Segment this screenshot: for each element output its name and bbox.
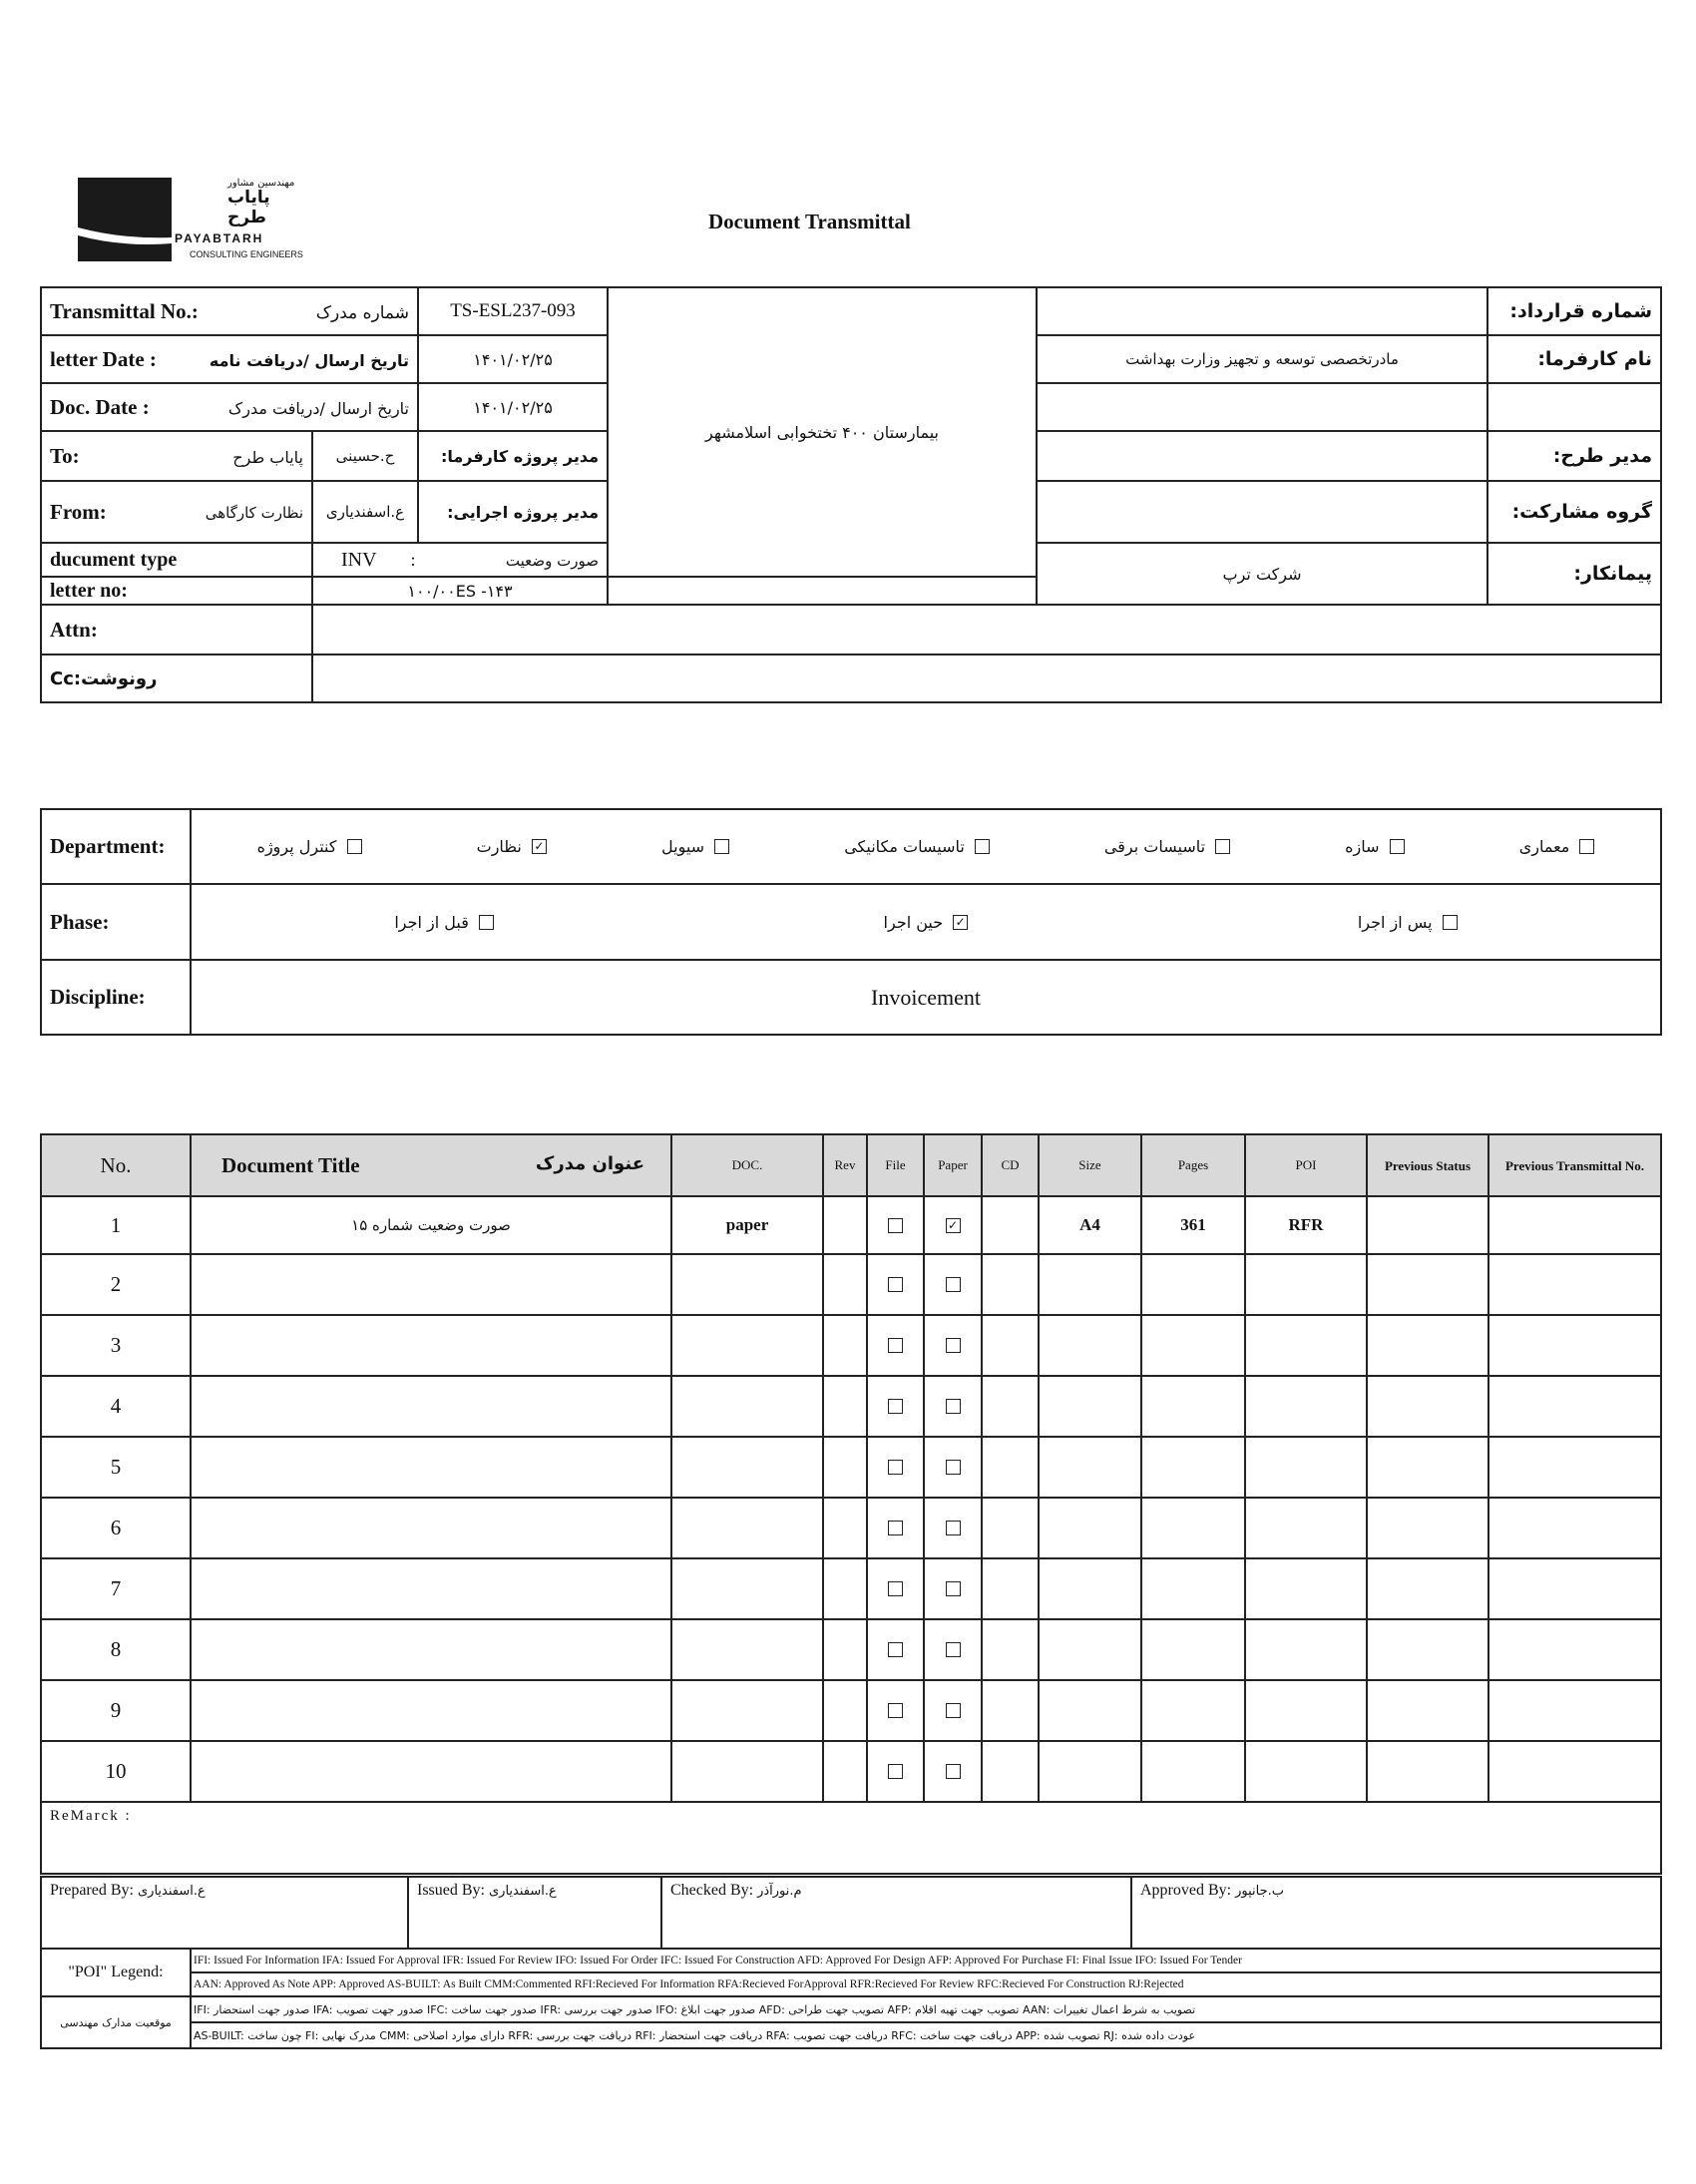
prepared-by: [41, 1877, 408, 1949]
row-prev-status: [1367, 1315, 1488, 1376]
row-file: [867, 1741, 924, 1802]
row-cd: [982, 1196, 1039, 1254]
row-size: A4: [1039, 1196, 1141, 1254]
department-checkbox[interactable]: [714, 839, 729, 854]
department-checkbox[interactable]: [347, 839, 362, 854]
row-rev: [823, 1376, 867, 1437]
classification-table: [40, 808, 1662, 1036]
row-cd: [982, 1741, 1039, 1802]
checked-by: [661, 1877, 1131, 1949]
discipline-value: Invoicement: [191, 960, 1661, 1035]
row-no: 8: [41, 1619, 191, 1680]
employer-value: مادرتخصصی توسعه و تجهیز وزارت بهداشت: [1037, 335, 1487, 383]
approved-by: [1131, 1877, 1661, 1949]
documents-table: [40, 1133, 1662, 1875]
department-option[interactable]: [661, 837, 729, 856]
letter-date-cell: [41, 335, 418, 383]
row-prev-status: [1367, 1437, 1488, 1498]
row-rev: [823, 1680, 867, 1741]
signatures-table: [40, 1876, 1662, 1950]
prepared-value: ع.اسفندیاری: [137, 1884, 206, 1899]
row-doc: [671, 1254, 823, 1315]
department-option[interactable]: [257, 837, 362, 856]
row-size: [1039, 1254, 1141, 1315]
doc-type-colon: :: [410, 549, 416, 570]
phase-checkbox[interactable]: [1443, 915, 1458, 930]
row-no: 7: [41, 1558, 191, 1619]
row-rev: [823, 1741, 867, 1802]
file-checkbox[interactable]: [888, 1399, 903, 1414]
file-checkbox[interactable]: [888, 1460, 903, 1475]
row-prev-status: [1367, 1741, 1488, 1802]
row-poi: [1245, 1619, 1367, 1680]
row-pages: [1141, 1498, 1245, 1558]
table-row: [41, 1376, 1661, 1437]
row-title: [191, 1558, 671, 1619]
row-size: [1039, 1619, 1141, 1680]
phase-options: [191, 884, 1661, 960]
approved-label: Approved By:: [1140, 1882, 1232, 1899]
legend-line-4: AS-BUILT: چون ساخت FI: مدرک نهایی CMM: دارای موارد اصلاحی RFR: دریافت جهت بررسی RFI: دریافت جهت استحضار RFA: دریافت جهت تصویب RFC: دریافت جهت ساخت APP: تصویب شده RJ: عودت داده شده: [191, 2022, 1661, 2048]
row-title: [191, 1254, 671, 1315]
row-no: 5: [41, 1437, 191, 1498]
row-paper: [924, 1376, 982, 1437]
approved-value: ب.جانپور: [1235, 1884, 1285, 1899]
department-option-label: تاسیسات مکانیکی: [844, 837, 965, 856]
row-no: 2: [41, 1254, 191, 1315]
col-title-en: Document Title: [221, 1152, 360, 1177]
col-paper: Paper: [924, 1134, 982, 1196]
doc-date-cell: [41, 383, 418, 431]
row-rev: [823, 1315, 867, 1376]
cc-label: Cc:رونوشت: [41, 655, 312, 702]
row-poi: [1245, 1558, 1367, 1619]
paper-checkbox[interactable]: [946, 1399, 961, 1414]
department-checkbox[interactable]: ✓: [532, 839, 547, 854]
phase-checkbox[interactable]: ✓: [953, 915, 968, 930]
logo-en-name: PAYABTARH: [175, 231, 264, 245]
department-checkbox[interactable]: [975, 839, 990, 854]
table-row: [41, 1196, 1661, 1254]
row-title: [191, 1619, 671, 1680]
from-cell: [41, 481, 312, 543]
empty-cell: [1037, 383, 1487, 431]
department-option[interactable]: [477, 837, 547, 856]
row-no: 1: [41, 1196, 191, 1254]
file-checkbox[interactable]: [888, 1764, 903, 1779]
row-prev-transmittal: [1488, 1680, 1661, 1741]
row-rev: [823, 1254, 867, 1315]
to-role: مدیر پروژه کارفرما:: [418, 431, 608, 481]
row-prev-transmittal: [1488, 1196, 1661, 1254]
department-option-label: سیویل: [661, 837, 705, 856]
checked-value: م.نورآذر: [757, 1884, 802, 1899]
doc-type-label: ducument type: [41, 543, 312, 577]
row-size: [1039, 1498, 1141, 1558]
prepared-label: Prepared By:: [50, 1882, 134, 1899]
phase-option-label: حین اجرا: [883, 912, 944, 932]
row-no: 4: [41, 1376, 191, 1437]
phase-option[interactable]: [884, 913, 969, 932]
row-prev-transmittal: [1488, 1619, 1661, 1680]
row-cd: [982, 1680, 1039, 1741]
row-poi: [1245, 1376, 1367, 1437]
row-poi: [1245, 1315, 1367, 1376]
row-title: صورت وضعیت شماره ۱۵: [191, 1196, 671, 1254]
header-table: [40, 286, 1662, 703]
contract-no-value: [1037, 287, 1487, 335]
col-title-fa: عنوان مدرک: [535, 1152, 644, 1174]
legend-line-1: IFI: Issued For Information IFA: Issued For Approval IFR: Issued For Review IFO: Issued For Order IFC: Issued For Construction AFD: Approved For Design AFP: Approved For Purchase FI: Final Issue IFO: Issued For Tender: [191, 1949, 1661, 1972]
empty-cell: [608, 577, 1037, 605]
row-prev-status: [1367, 1558, 1488, 1619]
department-label: Department:: [41, 809, 191, 884]
row-paper: [924, 1315, 982, 1376]
row-prev-status: [1367, 1196, 1488, 1254]
legend-table: [40, 1948, 1662, 2049]
col-no: No.: [41, 1134, 191, 1196]
paper-checkbox[interactable]: [946, 1521, 961, 1535]
contractor-label: پیمانکار:: [1487, 543, 1661, 605]
row-pages: [1141, 1376, 1245, 1437]
issued-value: ع.اسفندیاری: [489, 1884, 557, 1899]
logo-mark-icon: [78, 178, 172, 261]
row-no: 10: [41, 1741, 191, 1802]
plan-manager-label: مدیر طرح:: [1487, 431, 1661, 481]
file-checkbox[interactable]: [888, 1521, 903, 1535]
department-option-label: تاسیسات برقی: [1103, 837, 1206, 856]
row-doc: [671, 1315, 823, 1376]
row-cd: [982, 1558, 1039, 1619]
row-rev: [823, 1558, 867, 1619]
issued-label: Issued By:: [417, 1882, 485, 1899]
row-cd: [982, 1498, 1039, 1558]
col-title: [191, 1134, 671, 1196]
row-paper: [924, 1498, 982, 1558]
row-doc: [671, 1437, 823, 1498]
department-checkbox[interactable]: [1579, 839, 1594, 854]
transmittal-fa-label: شماره مدرک: [315, 302, 410, 323]
col-file: File: [867, 1134, 924, 1196]
row-pages: [1141, 1741, 1245, 1802]
paper-checkbox[interactable]: [946, 1581, 961, 1596]
department-options: [191, 809, 1661, 884]
row-prev-transmittal: [1488, 1498, 1661, 1558]
file-checkbox[interactable]: [888, 1581, 903, 1596]
row-pages: [1141, 1437, 1245, 1498]
row-title: [191, 1376, 671, 1437]
from-label: From:: [50, 499, 107, 524]
row-file: [867, 1196, 924, 1254]
logo-fa-name: پایاب طرح: [227, 188, 270, 227]
row-size: [1039, 1680, 1141, 1741]
department-option[interactable]: [1519, 837, 1595, 856]
doc-type-cell: [312, 543, 608, 577]
paper-checkbox[interactable]: [946, 1642, 961, 1657]
row-cd: [982, 1437, 1039, 1498]
phase-option-label: قبل از اجرا: [394, 912, 469, 932]
row-no: 3: [41, 1315, 191, 1376]
col-poi: POI: [1245, 1134, 1367, 1196]
issued-by: [408, 1877, 661, 1949]
col-cd: CD: [982, 1134, 1039, 1196]
poi-legend-label: "POI" Legend:: [41, 1949, 191, 1996]
row-file: [867, 1376, 924, 1437]
table-row: [41, 1498, 1661, 1558]
transmittal-no-cell: [41, 287, 418, 335]
phase-option[interactable]: [394, 913, 494, 932]
file-checkbox[interactable]: [888, 1218, 903, 1233]
row-prev-status: [1367, 1254, 1488, 1315]
row-rev: [823, 1619, 867, 1680]
table-row: [41, 1558, 1661, 1619]
letter-no-value: ۱۰۰/۰۰ES -۱۴۳: [312, 577, 608, 605]
row-file: [867, 1498, 924, 1558]
letter-no-label: letter no:: [41, 577, 312, 605]
row-paper: [924, 1741, 982, 1802]
row-size: [1039, 1437, 1141, 1498]
department-option-label: معماری: [1518, 837, 1570, 856]
row-prev-status: [1367, 1376, 1488, 1437]
department-option[interactable]: [1345, 837, 1404, 856]
row-pages: 361: [1141, 1196, 1245, 1254]
doc-date-fa-label: تاریخ ارسال /دریافت مدرک: [227, 398, 410, 418]
col-pages: Pages: [1141, 1134, 1245, 1196]
paper-checkbox[interactable]: [946, 1764, 961, 1779]
row-doc: [671, 1498, 823, 1558]
row-prev-transmittal: [1488, 1741, 1661, 1802]
row-cd: [982, 1254, 1039, 1315]
paper-checkbox[interactable]: ✓: [946, 1218, 961, 1233]
row-doc: [671, 1558, 823, 1619]
cc-value: [312, 655, 1661, 702]
transmittal-value: TS-ESL237-093: [418, 287, 608, 335]
row-rev: [823, 1437, 867, 1498]
row-size: [1039, 1315, 1141, 1376]
row-cd: [982, 1619, 1039, 1680]
transmittal-label: Transmittal No.:: [50, 298, 199, 323]
row-doc: [671, 1680, 823, 1741]
paper-checkbox[interactable]: [946, 1277, 961, 1292]
department-option[interactable]: [1104, 837, 1230, 856]
row-paper: [924, 1196, 982, 1254]
col-prev-status: Previous Status: [1367, 1134, 1488, 1196]
row-prev-status: [1367, 1498, 1488, 1558]
empty-cell: [1037, 431, 1487, 481]
phase-option-label: پس از اجرا: [1357, 912, 1433, 932]
row-prev-transmittal: [1488, 1558, 1661, 1619]
to-label: To:: [50, 443, 80, 468]
row-file: [867, 1680, 924, 1741]
row-cd: [982, 1376, 1039, 1437]
row-doc: [671, 1376, 823, 1437]
partner-label: گروه مشارکت:: [1487, 481, 1661, 543]
row-paper: [924, 1619, 982, 1680]
table-row: [41, 1619, 1661, 1680]
row-poi: [1245, 1680, 1367, 1741]
table-row: [41, 1315, 1661, 1376]
doc-date-value: ۱۴۰۱/۰۲/۲۵: [418, 383, 608, 431]
letter-date-label: letter Date :: [50, 346, 157, 371]
row-prev-status: [1367, 1619, 1488, 1680]
project-name: بیمارستان ۴۰۰ تختخوابی اسلامشهر: [608, 287, 1037, 577]
row-prev-transmittal: [1488, 1437, 1661, 1498]
row-title: [191, 1680, 671, 1741]
to-name: ح.حسینی: [312, 431, 418, 481]
row-title: [191, 1498, 671, 1558]
row-pages: [1141, 1315, 1245, 1376]
paper-checkbox[interactable]: [946, 1460, 961, 1475]
row-poi: [1245, 1254, 1367, 1315]
file-checkbox[interactable]: [888, 1703, 903, 1718]
row-file: [867, 1437, 924, 1498]
doc-date-label: Doc. Date :: [50, 394, 150, 419]
row-prev-status: [1367, 1680, 1488, 1741]
row-rev: [823, 1196, 867, 1254]
table-row: [41, 1254, 1661, 1315]
file-checkbox[interactable]: [888, 1277, 903, 1292]
document-title: Document Transmittal: [708, 210, 911, 233]
to-value: پایاب طرح: [232, 447, 303, 467]
row-rev: [823, 1498, 867, 1558]
row-prev-transmittal: [1488, 1254, 1661, 1315]
paper-checkbox[interactable]: [946, 1703, 961, 1718]
row-prev-transmittal: [1488, 1315, 1661, 1376]
checked-label: Checked By:: [670, 1882, 754, 1899]
row-pages: [1141, 1619, 1245, 1680]
from-value: نظارت کارگاهی: [205, 503, 303, 522]
department-checkbox[interactable]: [1390, 839, 1405, 854]
from-role: مدیر پروژه اجرایی:: [418, 481, 608, 543]
row-pages: [1141, 1680, 1245, 1741]
letter-date-value: ۱۴۰۱/۰۲/۲۵: [418, 335, 608, 383]
employer-label: نام کارفرما:: [1487, 335, 1661, 383]
row-title: [191, 1315, 671, 1376]
department-option-label: کنترل پروژه: [256, 837, 337, 856]
row-poi: [1245, 1741, 1367, 1802]
empty-cell: [1037, 481, 1487, 543]
contractor-value: شرکت ترپ: [1037, 543, 1487, 605]
department-option-label: نظارت: [476, 837, 522, 856]
row-no: 9: [41, 1680, 191, 1741]
remark-cell: [41, 1802, 1661, 1874]
row-title: [191, 1741, 671, 1802]
row-doc: [671, 1741, 823, 1802]
row-prev-transmittal: [1488, 1376, 1661, 1437]
phase-options-row: [200, 913, 1652, 932]
table-row: [41, 1741, 1661, 1802]
discipline-label: Discipline:: [41, 960, 191, 1035]
legend-fa-label: موقعیت مدارک مهندسی: [41, 1996, 191, 2048]
attn-value: [312, 605, 1661, 655]
doc-type-value: صورت وضعیت: [505, 551, 600, 570]
logo-fa-top: مهندسین مشاور: [227, 178, 295, 189]
row-file: [867, 1558, 924, 1619]
row-size: [1039, 1376, 1141, 1437]
row-file: [867, 1315, 924, 1376]
row-file: [867, 1619, 924, 1680]
paper-checkbox[interactable]: [946, 1338, 961, 1353]
row-title: [191, 1437, 671, 1498]
row-file: [867, 1254, 924, 1315]
row-paper: [924, 1437, 982, 1498]
department-option-label: سازه: [1345, 837, 1380, 856]
col-size: Size: [1039, 1134, 1141, 1196]
logo-en-sub: CONSULTING ENGINEERS: [190, 249, 303, 259]
company-logo: [78, 178, 307, 263]
table-row: [41, 1437, 1661, 1498]
phase-checkbox[interactable]: [479, 915, 494, 930]
legend-line-2: AAN: Approved As Note APP: Approved AS-BUILT: As Built CMM:Commented RFI:Recieved For Information RFA:Recieved ForApproval RFR:Recieved For Review RFC:Recieved For Construction RJ:Rejected: [191, 1972, 1661, 1996]
row-cd: [982, 1315, 1039, 1376]
row-doc: paper: [671, 1196, 823, 1254]
attn-label: Attn:: [41, 605, 312, 655]
row-paper: [924, 1680, 982, 1741]
doc-type-code: INV: [341, 548, 377, 571]
file-checkbox[interactable]: [888, 1642, 903, 1657]
table-row: [41, 1680, 1661, 1741]
to-cell: [41, 431, 312, 481]
phase-label: Phase:: [41, 884, 191, 960]
row-paper: [924, 1254, 982, 1315]
row-no: 6: [41, 1498, 191, 1558]
row-size: [1039, 1558, 1141, 1619]
department-options-row: [200, 837, 1652, 856]
department-option[interactable]: [844, 837, 990, 856]
row-paper: [924, 1558, 982, 1619]
from-name: ع.اسفندیاری: [312, 481, 418, 543]
department-checkbox[interactable]: [1215, 839, 1230, 854]
row-pages: [1141, 1558, 1245, 1619]
letter-date-fa-label: تاریخ ارسال /دریافت نامه: [209, 350, 410, 370]
remark-label: ReMarck :: [50, 1808, 132, 1824]
phase-option[interactable]: [1358, 913, 1458, 932]
contract-no-label: شماره قرارداد:: [1487, 287, 1661, 335]
col-rev: Rev: [823, 1134, 867, 1196]
documents-body: [41, 1196, 1661, 1802]
col-doc: DOC.: [671, 1134, 823, 1196]
legend-line-3: IFI: صدور جهت استحضار IFA: صدور جهت تصویب IFC: صدور جهت ساخت IFR: صدور جهت بررسی IFO: صدور جهت ابلاغ AFD: تصویب جهت طراحی AFP: تصویب جهت تهیه اقلام AAN: تصویب به شرط اعمال تغییرات: [191, 1996, 1661, 2022]
row-size: [1039, 1741, 1141, 1802]
row-pages: [1141, 1254, 1245, 1315]
file-checkbox[interactable]: [888, 1338, 903, 1353]
row-poi: [1245, 1498, 1367, 1558]
col-prev-transmittal: Previous Transmittal No.: [1488, 1134, 1661, 1196]
row-doc: [671, 1619, 823, 1680]
empty-cell: [1487, 383, 1661, 431]
row-poi: [1245, 1437, 1367, 1498]
row-poi: RFR: [1245, 1196, 1367, 1254]
